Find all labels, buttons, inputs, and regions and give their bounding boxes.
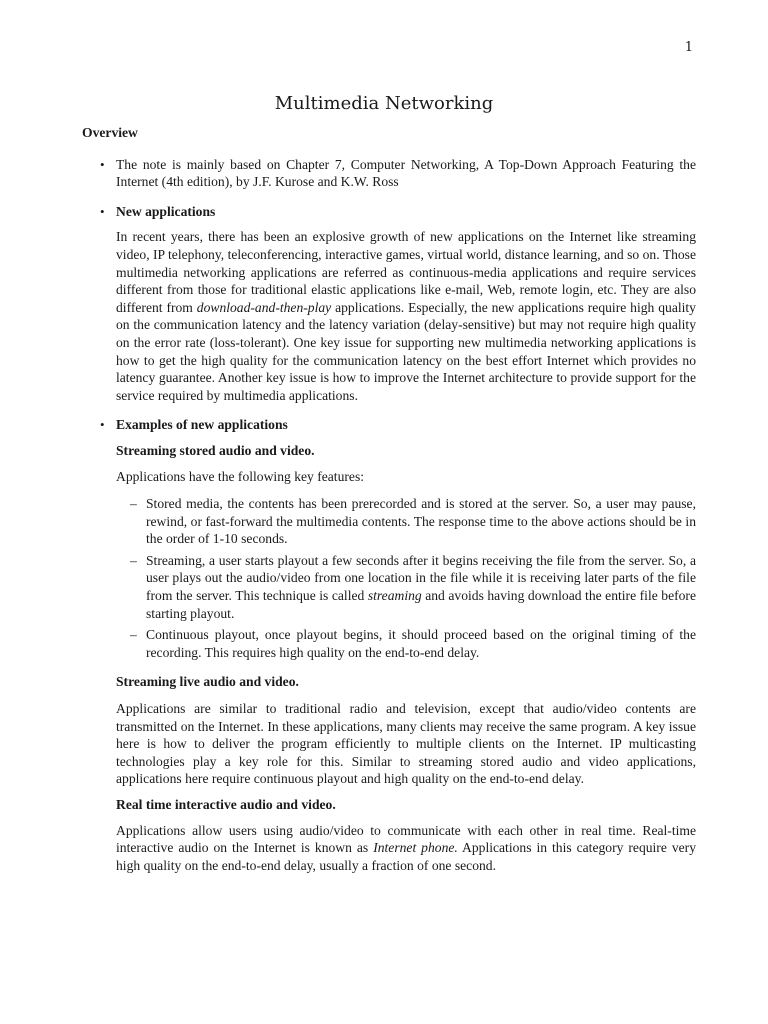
continuous-playout-text: Continuous playout, once playout begins, it should proceed based on the original timing of the recording. This requires high quality on the end-to-end delay. <box>146 627 696 660</box>
stored-intro: Applications have the following key features: <box>116 468 365 484</box>
page-title: Multimedia Networking <box>274 93 494 114</box>
stored-features-list <box>116 495 696 661</box>
streaming-text-2: and avoids having download the entire file before starting playout. <box>146 588 696 621</box>
realtime-paragraph <box>116 822 696 875</box>
new-applications-text-2: applications. Especially, the new applications require high quality on the communication latency and the latency variation (delay-sensitive) but may not require high quality on the error rate (loss-tolerant). One key issue for supporting new multimedia networking applications is how to get the high quality for the communication latency on the best effort Internet which provides no latency guarantee. Another key issue is how to improve the Internet architecture to provide support for the service required by multimedia applications. <box>116 299 696 403</box>
source-note-text: The note is mainly based on Chapter 7, Computer Networking, A Top-Down Approach Featuring the Internet (4th edition), by J.F. Kurose and K.W. Ross <box>116 156 696 190</box>
bullet-marker: • <box>100 203 105 219</box>
overview-heading: Overview <box>82 125 138 140</box>
stored-heading: Streaming stored audio and video. <box>116 442 315 458</box>
examples-heading: Examples of new applications <box>116 417 288 433</box>
live-heading: Streaming live audio and video. <box>116 674 299 690</box>
list-item <box>116 495 696 548</box>
live-paragraph: Applications are similar to traditional radio and television, except that audio/video contents are transmitted on the Internet. In these applications, many clients may receive the same program. A key issue here is how to deliver the program efficiently to multiple clients on the Internet. IP multicasting technologies play a key role for this. Similar to streaming stored audio and video applications, applications here require continuous playout and high quality on the end-to-end delay. <box>116 701 696 787</box>
dash-marker: – <box>130 496 137 512</box>
realtime-text-2: Applications in this category require very high quality on the end-to-end delay, usually a fraction of one second. <box>116 840 696 873</box>
new-applications-paragraph <box>116 228 696 404</box>
list-item <box>116 626 696 661</box>
bullet-new-applications <box>82 203 696 405</box>
stored-media-text: Stored media, the contents has been prerecorded and is stored at the server. So, a user may pause, rewind, or fast-forward the multimedia contents. The response time to the above actions should be in the order of 1-10 seconds. <box>146 496 696 547</box>
bullet-marker: • <box>100 156 105 172</box>
realtime-italic: Internet phone. <box>373 840 458 856</box>
bullet-marker: • <box>100 417 105 433</box>
page-number: 1 <box>684 40 693 55</box>
list-item <box>116 552 696 622</box>
new-applications-italic: download-and-then-play <box>196 299 332 315</box>
bullet-examples <box>82 416 696 874</box>
bullet-source-note <box>82 156 696 191</box>
new-applications-heading: New applications <box>116 203 216 219</box>
streaming-italic: streaming <box>367 588 422 604</box>
document-body <box>82 124 696 886</box>
new-applications-text-1: In recent years, there has been an explosive growth of new applications on the Internet like streaming video, IP telephony, teleconferencing, interactive games, virtual world, distance learning, and so on. Those multimedia networking applications are referred as continuous-media applications and require services different from those for traditional elastic applications like e-mail, Web, remote login, etc. They are also different from <box>116 229 696 315</box>
realtime-heading: Real time interactive audio and video. <box>116 797 336 812</box>
streaming-text-1: Streaming, a user starts playout a few seconds after it begins receiving the file from the server. So, a user plays out the audio/video from one location in the file while it is receiving later parts of the file from the server. This technique is called <box>146 552 696 604</box>
dash-marker: – <box>130 552 137 568</box>
realtime-text-1: Applications allow users using audio/video to communicate with each other in real time. Real-time interactive audio on the Internet is known as <box>116 822 696 856</box>
dash-marker: – <box>130 627 137 643</box>
